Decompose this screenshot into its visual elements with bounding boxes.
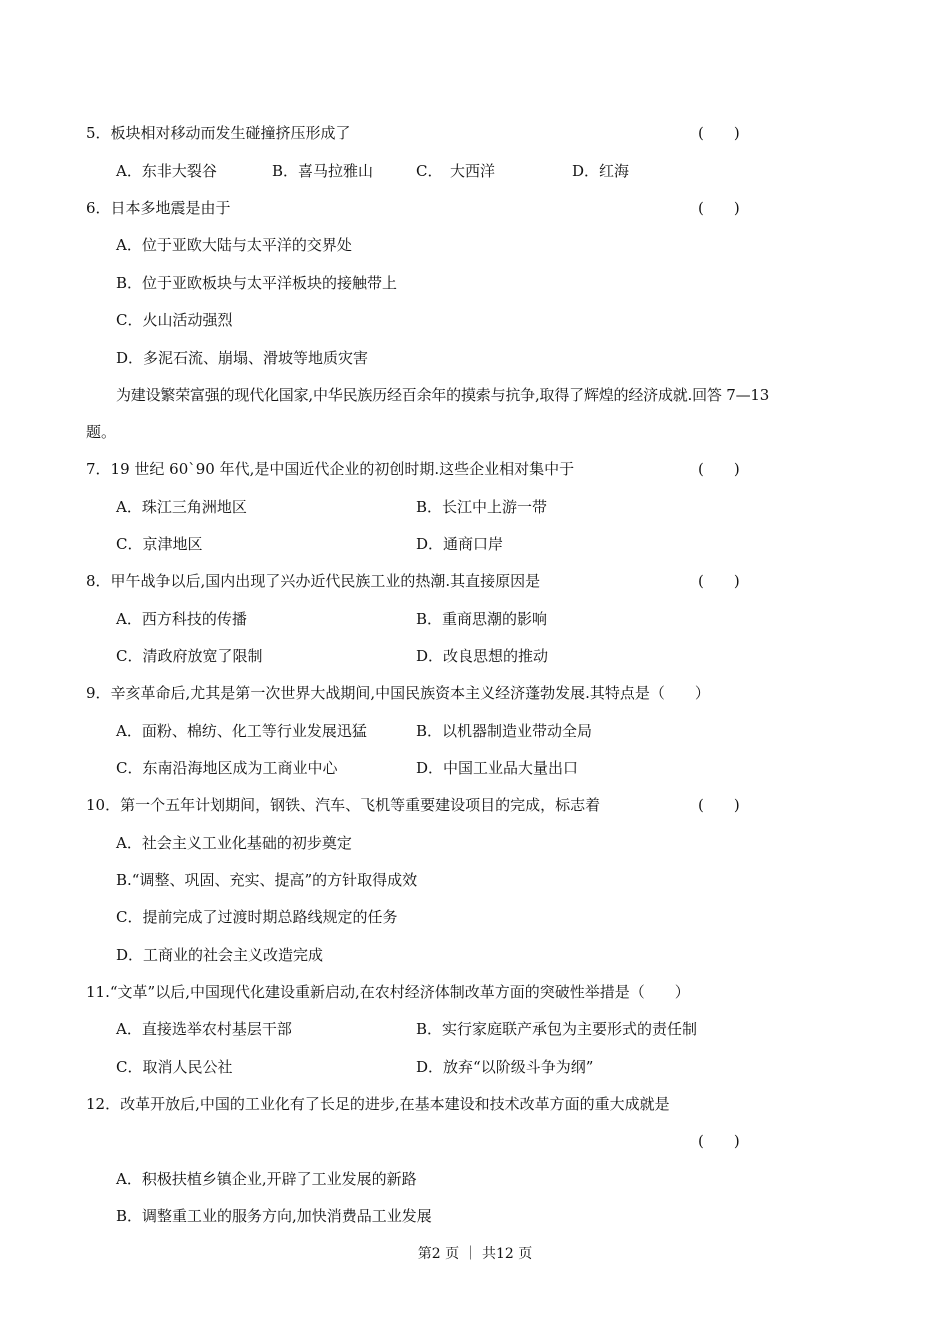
question-5-option-c: C． 大西洋 <box>416 162 495 180</box>
question-8-option-c: C．清政府放宽了限制 <box>116 647 263 665</box>
question-11-option-c: C．取消人民公社 <box>116 1058 233 1076</box>
question-6-option-d: D．多泥石流、崩塌、滑坡等地质灾害 <box>116 349 369 367</box>
page-footer: 第2 页 ｜ 共12 页 <box>417 1246 533 1262</box>
section-intro-line-1: 为建设繁荣富强的现代化国家,中华民族历经百余年的摸索与抗争,取得了辉煌的经济成就.回答 7—13 <box>116 386 770 404</box>
question-11-option-d: D．放弃“以阶级斗争为纲” <box>416 1058 594 1076</box>
question-10-option-d: D．工商业的社会主义改造完成 <box>116 946 324 964</box>
question-10-option-c: C．提前完成了过渡时期总路线规定的任务 <box>116 908 398 926</box>
question-7-stem: 7．19 世纪 60`90 年代,是中国近代企业的初创时期.这些企业相对集中于 <box>86 460 575 478</box>
question-11-option-a: A．直接选举农村基层干部 <box>116 1020 292 1038</box>
question-5-option-d: D．红海 <box>572 162 630 180</box>
question-7-answer-bracket: ( ) <box>698 460 740 478</box>
question-11-stem: 11.“文革”以后,中国现代化建设重新启动,在农村经济体制改革方面的突破性举措是（ ） <box>86 983 690 1001</box>
question-10-stem: 10．第一个五年计划期间，钢铁、汽车、飞机等重要建设项目的完成，标志着 <box>86 796 601 814</box>
question-8-option-d: D．改良思想的推动 <box>416 647 549 665</box>
question-9-stem: 9．辛亥革命后,尤其是第一次世界大战期间,中国民族资本主义经济蓬勃发展.其特点是（ ） <box>86 684 710 702</box>
question-7-option-b: B．长江中上游一带 <box>416 498 548 516</box>
question-10-option-b: B.“调整、巩固、充实、提高”的方针取得成效 <box>116 871 418 889</box>
question-9-option-b: B．以机器制造业带动全局 <box>416 722 593 740</box>
question-10-answer-bracket: ( ) <box>698 796 740 814</box>
question-7-option-d: D．通商口岸 <box>416 535 504 553</box>
question-7-option-c: C．京津地区 <box>116 535 203 553</box>
question-6-option-a: A．位于亚欧大陆与太平洋的交界处 <box>116 236 352 254</box>
question-7-option-a: A．珠江三角洲地区 <box>116 498 247 516</box>
question-8-stem: 8．甲午战争以后,国内出现了兴办近代民族工业的热潮.其直接原因是 <box>86 572 541 590</box>
question-6-option-b: B．位于亚欧板块与太平洋板块的接触带上 <box>116 274 398 292</box>
question-5-stem: 5．板块相对移动而发生碰撞挤压形成了 <box>86 124 351 142</box>
question-5-answer-bracket: ( ) <box>698 124 740 142</box>
question-12-option-b: B．调整重工业的服务方向,加快消费品工业发展 <box>116 1207 432 1225</box>
question-6-answer-bracket: ( ) <box>698 199 740 217</box>
question-12-option-a: A．积极扶植乡镇企业,开辟了工业发展的新路 <box>116 1170 417 1188</box>
question-10-option-a: A．社会主义工业化基础的初步奠定 <box>116 834 352 852</box>
question-11-option-b: B．实行家庭联产承包为主要形式的责任制 <box>416 1020 698 1038</box>
question-9-option-c: C．东南沿海地区成为工商业中心 <box>116 759 338 777</box>
question-6-stem: 6．日本多地震是由于 <box>86 199 231 217</box>
question-12-stem: 12．改革开放后,中国的工业化有了长足的进步,在基本建设和技术改革方面的重大成就是 <box>86 1095 670 1113</box>
section-intro-line-2: 题。 <box>86 423 117 441</box>
question-8-answer-bracket: ( ) <box>698 572 740 590</box>
question-5-option-a: A．东非大裂谷 <box>116 162 217 180</box>
question-5-option-b: B．喜马拉雅山 <box>272 162 374 180</box>
question-6-option-c: C．火山活动强烈 <box>116 311 233 329</box>
question-9-option-a: A．面粉、棉纺、化工等行业发展迅猛 <box>116 722 367 740</box>
question-8-option-a: A．西方科技的传播 <box>116 610 247 628</box>
question-9-option-d: D．中国工业品大量出口 <box>416 759 579 777</box>
question-8-option-b: B．重商思潮的影响 <box>416 610 548 628</box>
question-12-answer-bracket: ( ) <box>698 1132 740 1150</box>
